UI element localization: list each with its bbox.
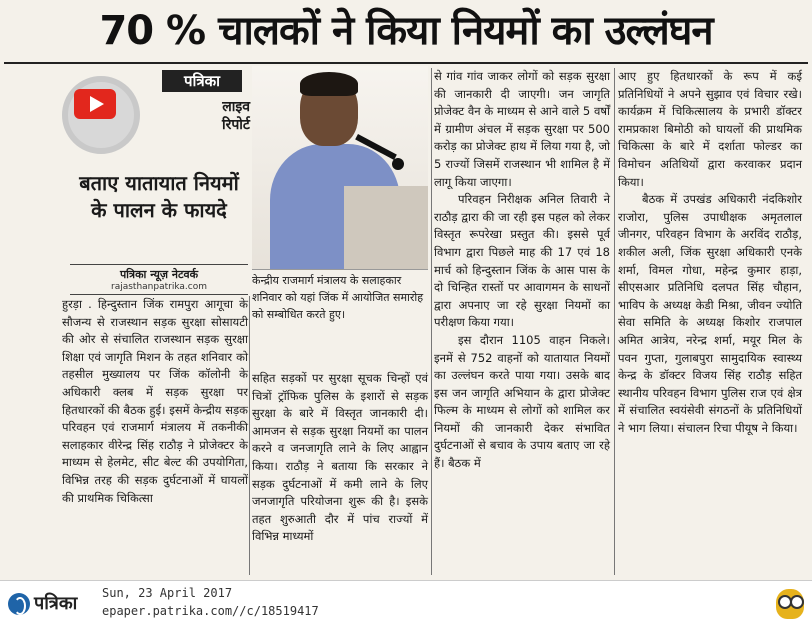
- byline: [70, 262, 248, 297]
- live-report-badge: [62, 68, 250, 164]
- photo-caption: केन्द्रीय राजमार्ग मंत्रालय के सलाहकार शनिवार को यहां जिंक में आयोजित समारोह को सम्बोधित करते हुए।: [252, 274, 424, 321]
- photo-hair: [300, 72, 358, 96]
- column-divider: [431, 68, 432, 575]
- article-paragraph: से गांव गांव जाकर लोगों को सड़क सुरक्षा की जानकारी दी जाएगी। जन जागृति प्रोजेक्ट वैन के माध्यम से आने वाले 5 वर्षों में ग्रामीण अंचल में सड़क सुरक्षा पर 500 करोड़ का प्रोजेक्ट हाथ में लिया गया है, जो 5 राज्यों जिसमें राजस्थान भी शामिल है में लागू किया जाएगा।: [434, 69, 610, 189]
- patrika-logo-icon[interactable]: [8, 593, 30, 615]
- article-paragraph: परिवहन निरीक्षक अनिल तिवारी ने राठौड़ द्वारा की जा रही इस पहल को लेकर विस्तृत रूपरेखा प्रस्तुत की। इससे पूर्व विभाग द्वारा पिछले माह की 17 एवं 18 मार्च को हिन्दुस्तान जिंक के आस पास के दो चिन्हित रास्तों पर आवागमन के साधनों द्वारा अपनाए जा रहे सुरक्षा नियमों का परीक्षण किया गया।: [434, 192, 610, 330]
- byline-rule-bottom: [70, 294, 248, 295]
- badge-live-line1: लाइव: [222, 99, 250, 115]
- epaper-footer: [0, 580, 812, 625]
- owl-icon: [776, 589, 804, 619]
- article-paragraph: इस दौरान 1105 वाहन निकले। इनमें से 752 वाहनों को यातायात नियमों का उल्लंघन करते पाया गया। उसके बाद इस जन जागृति अभियान के द्वारा प्रोजेक्ट फिल्म के माध्यम से लोगों को शामिल कर नियमों की जानकारी देकर संभावित दुर्घटनाओं से बचाव के उपाय बताए जा रहे हैं। बैठक में: [434, 332, 610, 471]
- speaker-photo: [252, 66, 428, 270]
- badge-brand: पत्रिका: [162, 70, 242, 92]
- article-paragraph: बैठक में उपखंड अधिकारी नंदकिशोर राजोरा, पुलिस उपाधीक्षक अमृतलाल जीनगर, परिवहन विभाग के अरविंद राठौड़, शकील अली, जिंक सुरक्षा अधिकारी एनके शर्मा, विमल गोधा, महेन्द्र कुमार हाड़ा, सीएसआर प्रतिनिधि दलपत सिंह चौहान, भाविप के अध्यक्ष केडी मिश्रा, जीवन ज्योति सेवा समिति के अध्यक्ष किशोर राजपाल अमित आत्रेय, नरेन्द्र शर्मा, मयूर मिल के पवन गुप्ता, गुलाबपुरा सामुदायिक स्वास्थ्य केन्द्र के डॉक्टर विजय सिंह राठौड़ सहित स्थानीय परिवहन विभाग पुलिस राज एवं क्षेत्र में संचालित स्वयंसेवी संगठनों के प्रतिनिधियों ने भाग लिया। संचालन रिचा पीयूष ने किया।: [618, 192, 802, 435]
- badge-live-line2: रिपोर्ट: [222, 117, 250, 133]
- column-divider: [614, 68, 615, 575]
- footer-url[interactable]: epaper.patrika.com/​/c/18519417: [102, 604, 319, 618]
- headline: 70 % चालकों ने किया नियमों का उल्लंघन: [99, 8, 713, 54]
- article-paragraph: आए हुए हितधारकों के रूप में कई प्रतिनिधियों ने अपने सुझाव एवं विचार रखे। कार्यक्रम में चिकित्सालय के प्रभारी डॉक्टर रामप्रकाश बिमोठी को घायलों की प्राथमिक चिकित्सा के बारे में दर्शाता फोल्डर का विमोचन अतिथियों द्वारा करवाकर प्रदान किया।: [618, 69, 802, 189]
- column-divider: [249, 296, 250, 575]
- microphone-head: [392, 158, 404, 170]
- footer-brand[interactable]: पत्रिका: [34, 593, 78, 614]
- article-column-4: [618, 68, 802, 437]
- subheadline: बताए यातायात नियमों के पालन के फायदे: [79, 171, 239, 222]
- photo-podium: [344, 186, 428, 270]
- headline-rule: [4, 62, 808, 64]
- play-icon: [74, 89, 116, 119]
- byline-agency: पत्रिका न्यूज़ नेटवर्क: [119, 268, 199, 281]
- byline-site: rajasthanpatrika.com: [111, 282, 207, 292]
- article-column-1: [62, 296, 248, 507]
- article-paragraph: सहित सड़कों पर सुरक्षा सूचक चिन्हों एवं चित्रों ट्रॉफिक पुलिस के इशारों से सड़क सुरक्षा के बारे में विस्तृत जानकारी दी। आमजन से सड़क सुरक्षा नियमों का पालन करने व जनजागृति लाने के लिए आह्वान किया। राठौड़ ने बताया कि सरकार ने सड़क दुर्घटनाओं में कमी लाने के लिए जनजागृति परियोजना शुरू की है। इसके तहत शुरुआती दौर में पांच राज्यों में विभिन्न माध्यमों: [252, 371, 428, 544]
- article-paragraph: हुरड़ा . हिन्दुस्तान जिंक रामपुरा आगूचा के सौजन्य से राजस्थान सड़क सुरक्षा सोसायटी की ओर से संचालित राजस्थान सड़क सुरक्षा शिक्षा एवं जागृति मिशन के तहत शनिवार को तहसील मुख्यालय पर जिंक कॉलोनी के अधिकारी क्लब में सड़क सुरक्षा पर हितधारकों की बैठक हुई। इसमें केन्द्रीय सड़क परिवहन एवं राजमार्ग मंत्रालय में तकनीकी सलाहकार वीरेन्द्र सिंह राठौड़ ने प्रोजेक्टर के माध्यम से हेलमेट, सीट बेल्ट की उपयोगिता, विभिन्न तरह की सड़क दुर्घटनाओं में घायलों की प्राथमिक चिकित्सा: [62, 297, 248, 505]
- article-column-2: [252, 370, 428, 546]
- badge-live-label: [154, 98, 250, 134]
- byline-rule-top: [70, 264, 248, 265]
- footer-date: Sun, 23 April 2017: [102, 586, 233, 600]
- article-column-3: [434, 68, 610, 473]
